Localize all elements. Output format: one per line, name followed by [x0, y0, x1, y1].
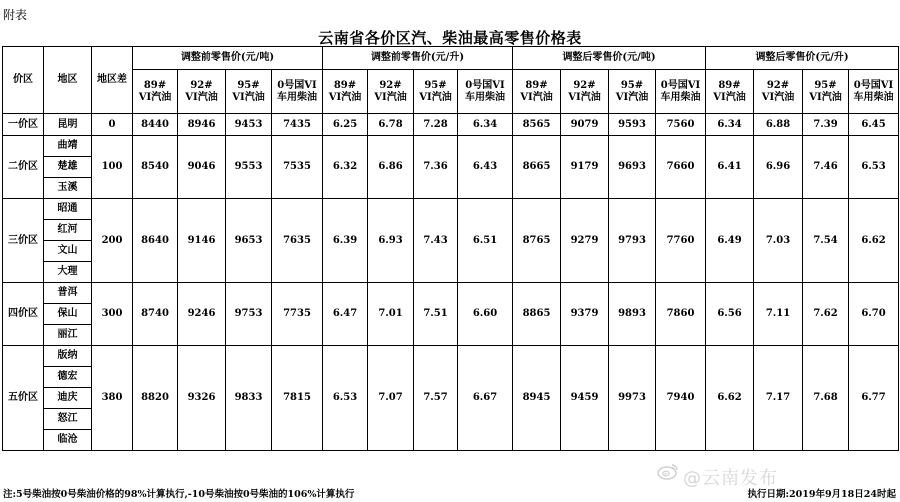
fuel-grade: 89# [143, 79, 167, 91]
header-area-diff: 地区差 [92, 47, 133, 114]
fuel-standard: VI汽油 [419, 91, 452, 103]
fuel-standard: VI汽油 [232, 91, 265, 103]
fuel-standard: 车用柴油 [465, 91, 505, 103]
header-fuel-type [458, 70, 513, 114]
price-cell: 6.86 [368, 136, 414, 199]
area-diff-value: 100 [92, 136, 133, 199]
footnote: 注:5号柴油按0号柴油价格的98%计算执行,-10号柴油按0号柴油的106%计算执行 [3, 489, 355, 500]
header-price-area: 价区 [3, 47, 44, 114]
price-cell: 6.93 [368, 199, 414, 283]
header-fuel-type [133, 70, 178, 114]
fuel-standard: VI汽油 [138, 91, 172, 103]
header-fuel-type [706, 70, 754, 114]
price-cell: 8640 [133, 199, 178, 283]
fuel-standard: VI汽油 [374, 91, 407, 103]
table-row [3, 114, 899, 136]
price-cell: 6.53 [323, 346, 368, 451]
price-cell: 9279 [561, 199, 609, 283]
price-cell: 6.49 [706, 199, 754, 283]
header-group: 调整前零售价(元/升) [323, 47, 513, 70]
fuel-standard: VI汽油 [185, 91, 218, 103]
price-table [2, 46, 899, 451]
price-cell: 7.43 [414, 199, 458, 283]
area-diff-value: 0 [92, 114, 133, 136]
header-fuel-type [849, 70, 899, 114]
price-cell: 7.11 [754, 283, 803, 346]
fuel-grade: 95# [620, 79, 644, 91]
header-group: 调整后零售价(元/吨) [513, 47, 706, 70]
price-cell: 6.60 [458, 283, 513, 346]
price-cell: 6.39 [323, 199, 368, 283]
fuel-standard: VI汽油 [520, 91, 553, 103]
fuel-standard: VI汽油 [615, 91, 649, 103]
table-row [3, 136, 899, 157]
header-fuel-type [561, 70, 609, 114]
attachment-label: 附表 [3, 8, 28, 22]
price-cell: 6.77 [849, 346, 899, 451]
header-fuel-type [754, 70, 803, 114]
price-cell: 6.32 [323, 136, 368, 199]
header-fuel-type [609, 70, 656, 114]
price-cell: 7.03 [754, 199, 803, 283]
page-title: 云南省各价区汽、柴油最高零售价格表 [318, 29, 582, 47]
price-cell: 8946 [178, 114, 226, 136]
price-cell: 9379 [561, 283, 609, 346]
area-name: 曲靖 [44, 136, 92, 157]
price-cell: 7735 [272, 283, 323, 346]
price-cell: 9973 [609, 346, 656, 451]
price-cell: 6.34 [706, 114, 754, 136]
price-cell: 7760 [656, 199, 706, 283]
area-name: 昭通 [44, 199, 92, 220]
price-cell: 7560 [656, 114, 706, 136]
fuel-standard: VI汽油 [568, 91, 601, 103]
price-cell: 9553 [226, 136, 272, 199]
price-cell: 6.62 [706, 346, 754, 451]
area-name: 保山 [44, 304, 92, 325]
area-name: 迪庆 [44, 388, 92, 409]
area-name: 版纳 [44, 346, 92, 367]
area-name: 怒江 [44, 409, 92, 430]
price-cell: 7.36 [414, 136, 458, 199]
price-cell: 9246 [178, 283, 226, 346]
fuel-standard: VI汽油 [761, 91, 795, 103]
fuel-grade: 0号国VI [660, 79, 701, 91]
header-fuel-type [226, 70, 272, 114]
area-name: 楚雄 [44, 157, 92, 178]
header-fuel-type [656, 70, 706, 114]
price-cell: 8440 [133, 114, 178, 136]
price-cell: 6.88 [754, 114, 803, 136]
price-cell: 6.78 [368, 114, 414, 136]
area-name: 红河 [44, 220, 92, 241]
price-cell: 6.62 [849, 199, 899, 283]
area-name: 普洱 [44, 283, 92, 304]
price-cell: 7.54 [803, 199, 849, 283]
fuel-grade: 0号国VI [853, 79, 894, 91]
fuel-grade: 92# [766, 79, 790, 91]
price-cell: 7940 [656, 346, 706, 451]
price-cell: 8865 [513, 283, 561, 346]
price-cell: 6.43 [458, 136, 513, 199]
price-cell: 9326 [178, 346, 226, 451]
price-cell: 9179 [561, 136, 609, 199]
price-cell: 6.56 [706, 283, 754, 346]
price-cell: 6.41 [706, 136, 754, 199]
fuel-grade: 89# [333, 79, 357, 91]
price-cell: 7660 [656, 136, 706, 199]
price-zone-name: 一价区 [3, 114, 44, 136]
price-cell: 9079 [561, 114, 609, 136]
price-cell: 9046 [178, 136, 226, 199]
price-cell: 6.70 [849, 283, 899, 346]
area-diff-value: 300 [92, 283, 133, 346]
fuel-grade: 0号国VI [465, 79, 505, 91]
price-cell: 8665 [513, 136, 561, 199]
weibo-logo-icon [656, 462, 680, 480]
price-cell: 8540 [133, 136, 178, 199]
price-cell: 7.51 [414, 283, 458, 346]
price-zone-name: 二价区 [3, 136, 44, 199]
price-cell: 7635 [272, 199, 323, 283]
header-fuel-type [272, 70, 323, 114]
price-cell: 8565 [513, 114, 561, 136]
area-name: 大理 [44, 262, 92, 283]
fuel-grade: 95# [424, 79, 447, 91]
header-area: 地区 [44, 47, 92, 114]
area-name: 玉溪 [44, 178, 92, 199]
price-cell: 9453 [226, 114, 272, 136]
header-fuel-type [513, 70, 561, 114]
price-cell: 9459 [561, 346, 609, 451]
price-cell: 6.67 [458, 346, 513, 451]
effective-date: 执行日期:2019年9月18日24时起 [747, 489, 896, 500]
table-row [3, 283, 899, 304]
price-cell: 7.01 [368, 283, 414, 346]
price-cell: 7535 [272, 136, 323, 199]
price-cell: 7.62 [803, 283, 849, 346]
price-cell: 6.53 [849, 136, 899, 199]
header-fuel-type [178, 70, 226, 114]
watermark-text: @云南发布 [683, 468, 778, 489]
price-cell: 6.25 [323, 114, 368, 136]
header-fuel-type [368, 70, 414, 114]
price-cell: 8765 [513, 199, 561, 283]
fuel-standard: 车用柴油 [853, 91, 894, 103]
price-cell: 7.17 [754, 346, 803, 451]
header-fuel-type [414, 70, 458, 114]
price-zone-name: 五价区 [3, 346, 44, 451]
table-row [3, 346, 899, 367]
price-cell: 9753 [226, 283, 272, 346]
price-cell: 6.51 [458, 199, 513, 283]
fuel-grade: 89# [718, 79, 741, 91]
price-cell: 7815 [272, 346, 323, 451]
price-cell: 7.07 [368, 346, 414, 451]
price-cell: 7.57 [414, 346, 458, 451]
price-cell: 9653 [226, 199, 272, 283]
price-cell: 9793 [609, 199, 656, 283]
fuel-grade: 95# [237, 79, 260, 91]
price-zone-name: 三价区 [3, 199, 44, 283]
price-cell: 7.46 [803, 136, 849, 199]
fuel-grade: 92# [573, 79, 596, 91]
price-cell: 9893 [609, 283, 656, 346]
fuel-grade: 92# [379, 79, 402, 91]
price-cell: 9693 [609, 136, 656, 199]
price-cell: 7435 [272, 114, 323, 136]
price-cell: 7.39 [803, 114, 849, 136]
fuel-grade: 0号国VI [277, 79, 317, 91]
fuel-standard: VI汽油 [713, 91, 746, 103]
price-cell: 6.45 [849, 114, 899, 136]
fuel-standard: 车用柴油 [277, 91, 317, 103]
price-cell: 8945 [513, 346, 561, 451]
price-cell: 6.47 [323, 283, 368, 346]
fuel-standard: VI汽油 [328, 91, 362, 103]
area-diff-value: 380 [92, 346, 133, 451]
area-name: 德宏 [44, 367, 92, 388]
area-name: 丽江 [44, 325, 92, 346]
header-group: 调整前零售价(元/吨) [133, 47, 323, 70]
price-cell: 9593 [609, 114, 656, 136]
price-cell: 6.34 [458, 114, 513, 136]
header-group: 调整后零售价(元/升) [706, 47, 899, 70]
price-cell: 9833 [226, 346, 272, 451]
price-cell: 7860 [656, 283, 706, 346]
price-cell: 7.28 [414, 114, 458, 136]
area-name: 文山 [44, 241, 92, 262]
price-zone-name: 四价区 [3, 283, 44, 346]
table-row [3, 199, 899, 220]
fuel-standard: 车用柴油 [660, 91, 701, 103]
area-name: 临沧 [44, 430, 92, 451]
area-diff-value: 200 [92, 199, 133, 283]
area-name: 昆明 [44, 114, 92, 136]
fuel-grade: 89# [525, 79, 548, 91]
fuel-standard: VI汽油 [809, 91, 842, 103]
price-cell: 8820 [133, 346, 178, 451]
price-cell: 9146 [178, 199, 226, 283]
price-cell: 8740 [133, 283, 178, 346]
fuel-grade: 92# [190, 79, 213, 91]
price-cell: 7.68 [803, 346, 849, 451]
fuel-grade: 95# [814, 79, 837, 91]
header-fuel-type [323, 70, 368, 114]
price-cell: 6.96 [754, 136, 803, 199]
header-fuel-type [803, 70, 849, 114]
